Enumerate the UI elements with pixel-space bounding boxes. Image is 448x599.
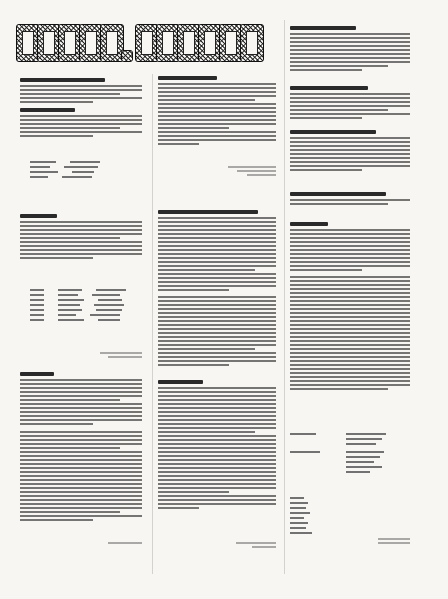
listing-table-3 (290, 430, 410, 476)
signature-1 (100, 350, 142, 360)
signature-2 (108, 540, 142, 546)
signature-3 (228, 164, 276, 178)
article-column-2-mid (158, 210, 276, 368)
column-rule (152, 74, 153, 574)
article-column-3-sub3 (290, 192, 410, 207)
article-column-3-top (290, 26, 410, 73)
article-column-2-top (158, 76, 276, 147)
signature-5 (378, 536, 410, 546)
listing-table-4 (290, 494, 330, 537)
masthead-letter-tile (121, 50, 133, 62)
article-column-3-sub2 (290, 130, 410, 173)
article-column-2-bottom (158, 380, 276, 511)
masthead-letter-tile (240, 24, 264, 62)
listing-table-1 (30, 158, 130, 181)
article-column-1-bottom (20, 372, 142, 523)
article-column-1-mid (20, 214, 142, 261)
masthead-logo (16, 24, 278, 68)
column-rule (284, 20, 285, 574)
listing-table-2 (30, 286, 130, 324)
article-column-3-sub1 (290, 86, 410, 121)
article-column-3-main (290, 222, 410, 392)
signature-4 (236, 540, 276, 550)
article-column-1-top (20, 78, 142, 139)
